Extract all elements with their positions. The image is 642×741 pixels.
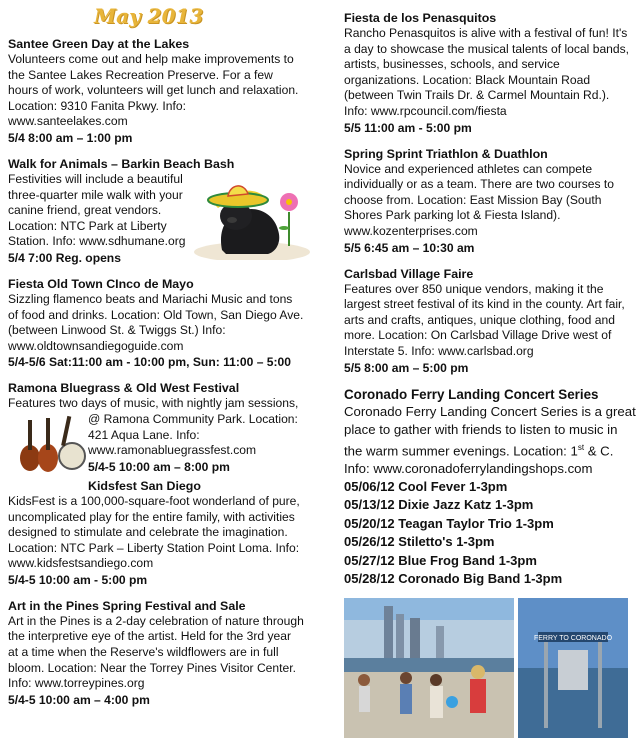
event-title: Art in the Pines Spring Festival and Sale — [8, 598, 246, 613]
left-column — [8, 0, 304, 718]
event-date: 5/4 8:00 am – 1:00 pm — [8, 130, 133, 145]
event-date: 5/5 6:45 am – 10:30 am — [344, 240, 475, 255]
event-title: Carlsbad Village Faire — [344, 266, 474, 281]
event-date: 5/5 8:00 am – 5:00 pm — [344, 360, 469, 375]
month-header: May 2013 — [94, 4, 204, 28]
event-date: 5/4-5/6 Sat:11:00 am - 10:00 pm, Sun: 11:00 – 5:00 — [8, 355, 292, 370]
event-desc: Volunteers come out and help make improvements to the Santee Lakes Recreation Preserve. For a few hours of work, volunteers will get lunch and relaxation. Location: 9310 Fanita Pkwy. Info: www.santeelakes.com — [8, 52, 299, 129]
dancers-photo — [344, 598, 514, 738]
dog-photo — [192, 172, 312, 260]
event-penasquitos — [344, 10, 636, 136]
photo-strip — [344, 598, 636, 738]
event-fiesta-old-town — [8, 276, 304, 370]
event-title: Fiesta Old Town CInco de Mayo — [8, 276, 194, 291]
event-art-in-the-pines — [8, 598, 304, 708]
event-date: 5/4-5 10:00 am – 8:00 pm — [88, 459, 230, 474]
concert-desc: Coronado Ferry Landing Concert Series is a great place to gather with friends to listen to music in the warm summer evenings. Location: 1st & C. Info: www.coronadoferrylandingshops.com — [344, 403, 636, 476]
ferry-sign-photo — [518, 598, 628, 738]
event-santee — [8, 36, 304, 146]
event-desc: Art in the Pines is a 2-day celebration of nature through the interpretive eye of the artist. Held for the 3rd year at a time when the Reserve's wildflowers are in full bloom. Location: Near the Torrey Pines Visitor Center. Info: www.torreypines.org — [8, 613, 304, 691]
event-title: Walk for Animals – Barkin Beach Bash — [8, 156, 235, 171]
concert-line: 05/06/12 Cool Fever 1-3pm — [344, 478, 508, 494]
event-date: 5/5 11:00 am - 5:00 pm — [344, 120, 472, 135]
event-spring-sprint — [344, 146, 636, 256]
event-desc: Novice and experienced athletes can compete individually or as a team. There are two courses to choose from. Location: East Mission Bay (South Shores Park parking lot & Fiesta Island). www.kozenterprises.com — [344, 161, 615, 238]
event-date: 5/4-5 10:00 am – 4:00 pm — [8, 692, 150, 707]
event-coronado-concerts — [344, 386, 636, 589]
event-desc: Rancho Penasquitos is alive with a festival of fun! It's a day to showcase the musical talents of local bands, artists, businesses, schools, and service organizations. Location: Black Mountain Road (between Twin Trails Dr. & Carmel Mountain Rd.). Info: www.rpcouncil.com/fiesta — [344, 26, 630, 118]
event-date: 5/4-5 10:00 am - 5:00 pm — [8, 572, 148, 587]
event-title: Fiesta de los Penasquitos — [344, 11, 497, 25]
event-desc: Festivities will include a beautiful three-quarter mile walk with your canine friend, great vendors. Location: NTC Park at Liberty Station. Info: www.sdhumane.org — [8, 171, 186, 249]
event-kidsfest — [8, 478, 304, 588]
concert-title: Coronado Ferry Landing Concert Series — [344, 386, 599, 402]
concert-line: 05/27/12 Blue Frog Band 1-3pm — [344, 552, 537, 568]
event-walk-for-animals — [8, 156, 304, 266]
event-date: 5/4 7:00 Reg. opens — [8, 250, 121, 265]
event-title: Ramona Bluegrass & Old West Festival — [8, 381, 240, 396]
concert-line: 05/26/12 Stiletto's 1-3pm — [344, 534, 495, 550]
right-column — [344, 10, 636, 738]
concert-line: 05/20/12 Teagan Taylor Trio 1-3pm — [344, 515, 554, 531]
event-ramona-bluegrass — [8, 380, 304, 476]
event-title: Kidsfest San Diego — [88, 478, 201, 493]
event-title: Spring Sprint Triathlon & Duathlon — [344, 146, 548, 161]
dog-with-sombrero-image — [192, 172, 312, 260]
event-carlsbad — [344, 266, 636, 376]
event-desc-top: Features two days of music, with nightly jam sessions, — [8, 396, 299, 411]
concert-line: 05/28/12 Coronado Big Band 1-3pm — [344, 570, 563, 586]
event-desc: Sizzling flamenco beats and Mariachi Music and tons of food and drinks. Location: Old Town, San Diego Ave. (between Linwood St. & Twiggs St.) Info: www.oldtownsandiegoguide.com — [8, 291, 304, 353]
event-desc: KidsFest is a 100,000-square-foot wonderland of pure, uncomplicated play for the entire family, with activities designed to stimulate and celebrate the imagination. Location: NTC Park – Liberty Station Point Loma. Info: www.kidsfestsandiego.com — [8, 493, 300, 571]
instruments-image — [8, 412, 88, 476]
banjo-fiddle-icon — [8, 412, 88, 476]
event-desc: Features over 850 unique vendors, making it the largest street festival of its kind in the county. Art fair, arts and crafts, antiques, unique clothing, food and more. Location: On Carlsbad Village Drive west of Interstate 5. Info: www.carlsbad.org — [344, 281, 625, 358]
concert-line: 05/13/12 Dixie Jazz Katz 1-3pm — [344, 497, 534, 513]
event-title: Santee Green Day at the Lakes — [8, 37, 190, 51]
ferry-sign-text: FERRY TO CORONADO — [533, 635, 613, 643]
event-desc: @ Ramona Community Park. Location: 421 Aqua Lane. Info: www.ramonabluegrassfest.com — [88, 411, 298, 458]
